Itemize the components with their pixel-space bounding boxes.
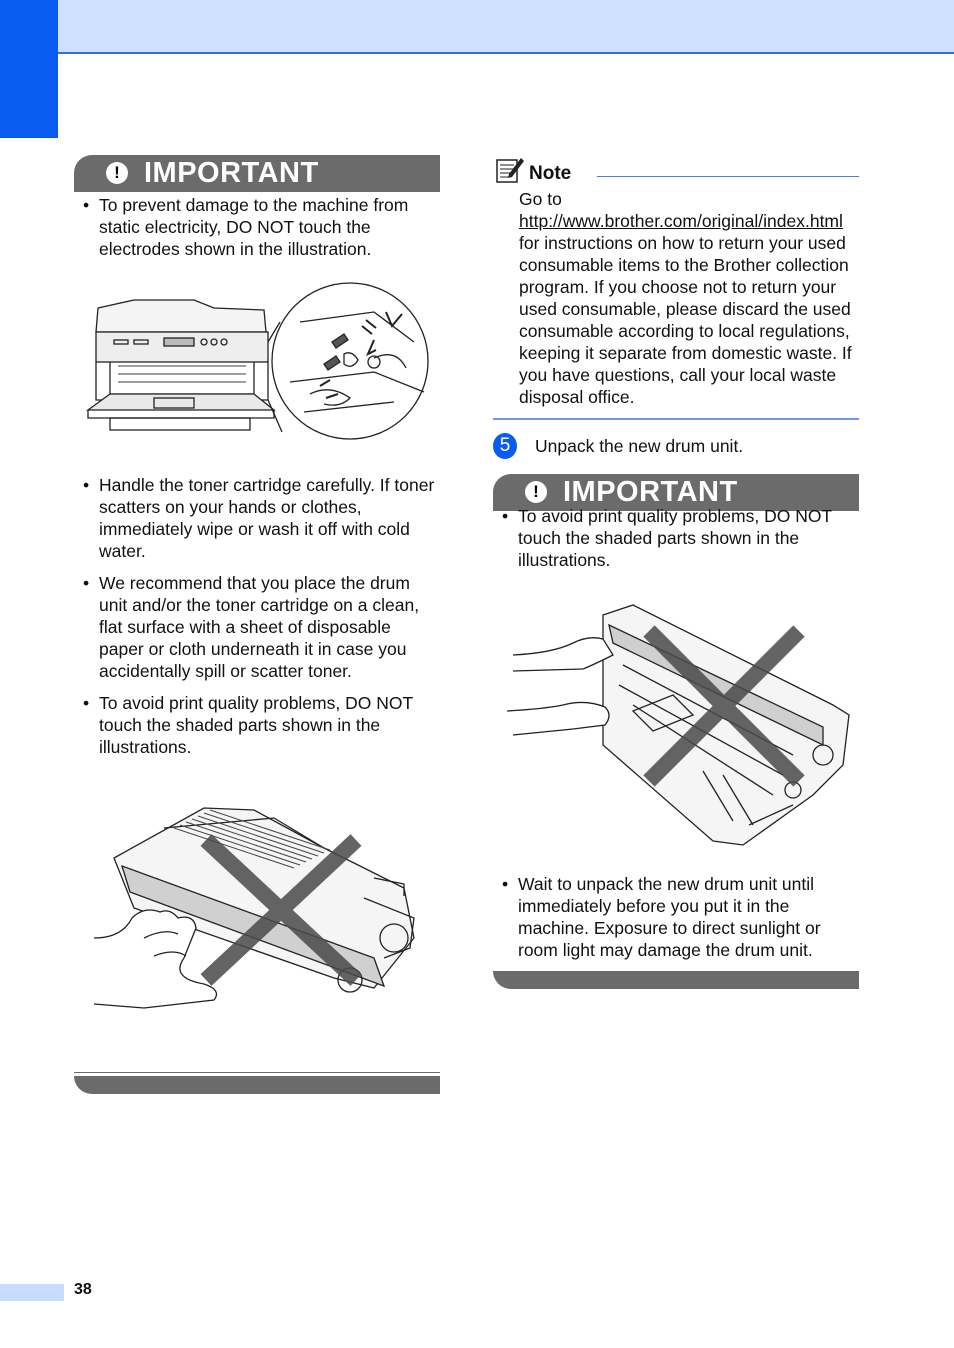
list-item: • We recommend that you place the drum unit and/or the toner cartridge on a clean, flat surface with a sheet of disposable paper or cloth underneath it in case you accidentally spill or scatter toner.: [74, 572, 440, 682]
note-body: [493, 184, 859, 408]
printer-electrodes-illustration: [74, 282, 440, 452]
list-item: • To avoid print quality problems, DO NOT touch the shaded parts shown in the illustrations.: [493, 505, 859, 571]
important-bullet-list-2: [74, 474, 440, 758]
important-title: IMPORTANT: [563, 475, 738, 508]
left-column: [74, 155, 440, 1094]
drum-unit-illustration: [493, 595, 859, 851]
exclamation-icon: !: [525, 481, 547, 503]
step-5: [493, 432, 859, 460]
page-header-band: [0, 0, 954, 54]
page-number: 38: [74, 1281, 92, 1298]
note-text-before-link: Go to: [519, 189, 562, 209]
important-footer: [74, 1076, 440, 1094]
chapter-tab: [0, 0, 58, 138]
note-end-rule: [493, 418, 859, 420]
list-item: • To prevent damage to the machine from static electricity, DO NOT touch the electrodes shown in the illustration.: [74, 194, 440, 260]
important-rule: [74, 191, 440, 192]
important-rule: [74, 1072, 440, 1073]
step-text: Unpack the new drum unit.: [535, 435, 744, 456]
note-pencil-icon: [495, 154, 525, 184]
important-footer: [493, 971, 859, 989]
toner-cartridge-illustration: [74, 788, 440, 1024]
list-item: • Handle the toner cartridge carefully. If toner scatters on your hands or clothes, immediately wipe or wash it off with cold water.: [74, 474, 440, 562]
page-number-band: [0, 1284, 64, 1301]
step-number: 5: [493, 433, 517, 459]
brother-original-link[interactable]: http://www.brother.com/original/index.html: [519, 211, 843, 231]
note-title: Note: [529, 163, 572, 184]
list-item: • To avoid print quality problems, DO NOT touch the shaded parts shown in the illustrations.: [74, 692, 440, 758]
important-header: [74, 155, 440, 191]
note-rule: [597, 176, 859, 177]
right-column: [493, 150, 859, 989]
exclamation-icon: !: [106, 162, 128, 184]
important-bullet-list-2: [493, 873, 859, 961]
important-title: IMPORTANT: [144, 156, 319, 189]
note-text-after-link: for instructions on how to return your used consumable items to the Brother collection program. If you choose not to return your used consumable, please discard the used consumable according to local regulations, keeping it separate from domestic waste. If you have questions, call your local waste disposal office.: [519, 233, 852, 407]
list-item: • Wait to unpack the new drum unit until immediately before you put it in the machine. Exposure to direct sunlight or room light may damage the drum unit.: [493, 873, 859, 961]
note-header: [493, 150, 859, 184]
important-bullet-list: [493, 505, 859, 571]
important-bullet-list: [74, 194, 440, 260]
